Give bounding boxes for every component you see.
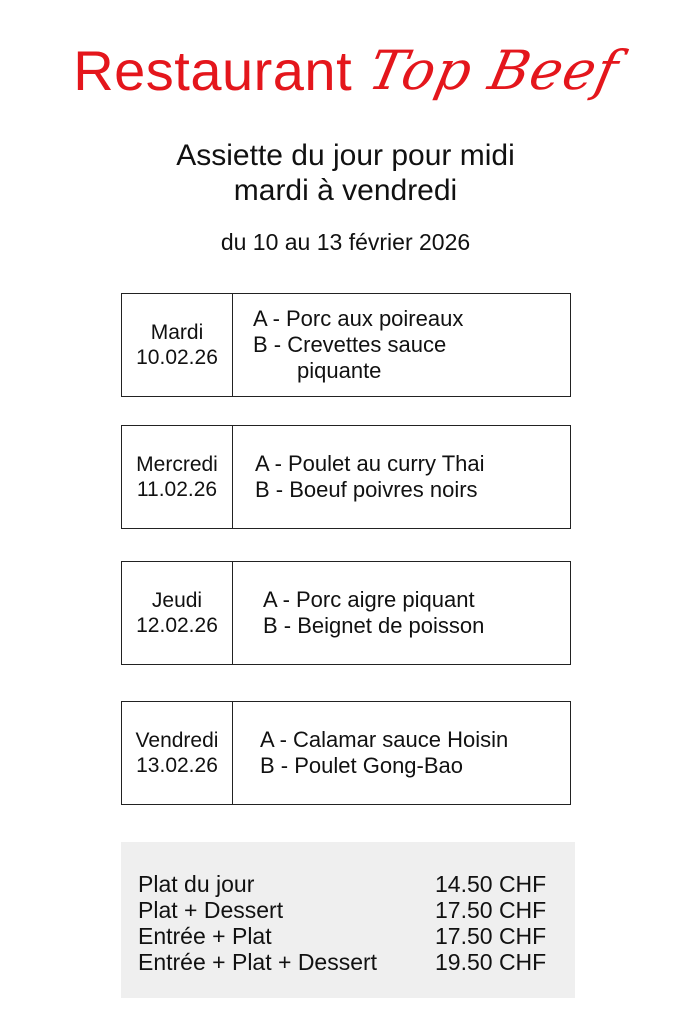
price-value: 17.50 CHF [435,923,547,949]
date-range: du 10 au 13 février 2026 [220,229,471,255]
price-label: Plat du jour [138,871,255,897]
dish-b: B - Crevettes sauce [253,332,447,357]
restaurant-name: Restaurant [73,39,353,102]
dish-a: A - Porc aigre piquant [263,587,475,612]
price-value: 14.50 CHF [435,871,547,897]
day-name: Vendredi [135,729,219,752]
price-label: Entrée + Plat [138,923,272,949]
dish-a: A - Calamar sauce Hoisin [260,727,509,752]
dishes-cell [233,294,570,396]
day-cell [122,562,233,664]
menu-title-line2: mardi à vendredi [233,174,458,207]
day-date: 11.02.26 [136,478,218,501]
price-value: 19.50 CHF [435,949,547,975]
dishes-cell [233,562,570,664]
dish-a: A - Porc aux poireaux [253,306,464,331]
dish-a: A - Poulet au curry Thai [255,451,485,476]
day-menu-thursday [121,561,571,665]
price-row [138,897,559,923]
price-row [138,949,559,975]
price-value: 17.50 CHF [435,897,547,923]
restaurant-header [0,38,691,103]
day-cell [122,702,233,804]
day-menu-tuesday [121,293,571,397]
dishes-cell [233,426,570,528]
dish-b: B - Beignet de poisson [263,613,485,638]
dish-b: B - Poulet Gong-Bao [260,753,464,778]
day-name: Mercredi [136,453,218,476]
dish-b-continued: piquante [297,358,382,383]
dishes-cell [233,702,570,804]
day-date: 13.02.26 [136,754,218,777]
day-date: 10.02.26 [136,346,218,369]
day-name: Mardi [150,321,204,344]
day-name: Jeudi [151,589,203,612]
day-menu-friday [121,701,571,805]
day-cell [122,426,233,528]
price-row [138,871,559,897]
price-label: Entrée + Plat + Dessert [138,949,378,975]
day-cell [122,294,233,396]
day-menu-wednesday [121,425,571,529]
price-list [121,842,575,998]
price-row [138,923,559,949]
day-date: 12.02.26 [136,614,218,637]
restaurant-script-logo: Top Beef [363,39,625,102]
price-label: Plat + Dessert [138,897,284,923]
menu-title-line1: Assiette du jour pour midi [176,139,515,172]
dish-b: B - Boeuf poivres noirs [255,477,478,502]
